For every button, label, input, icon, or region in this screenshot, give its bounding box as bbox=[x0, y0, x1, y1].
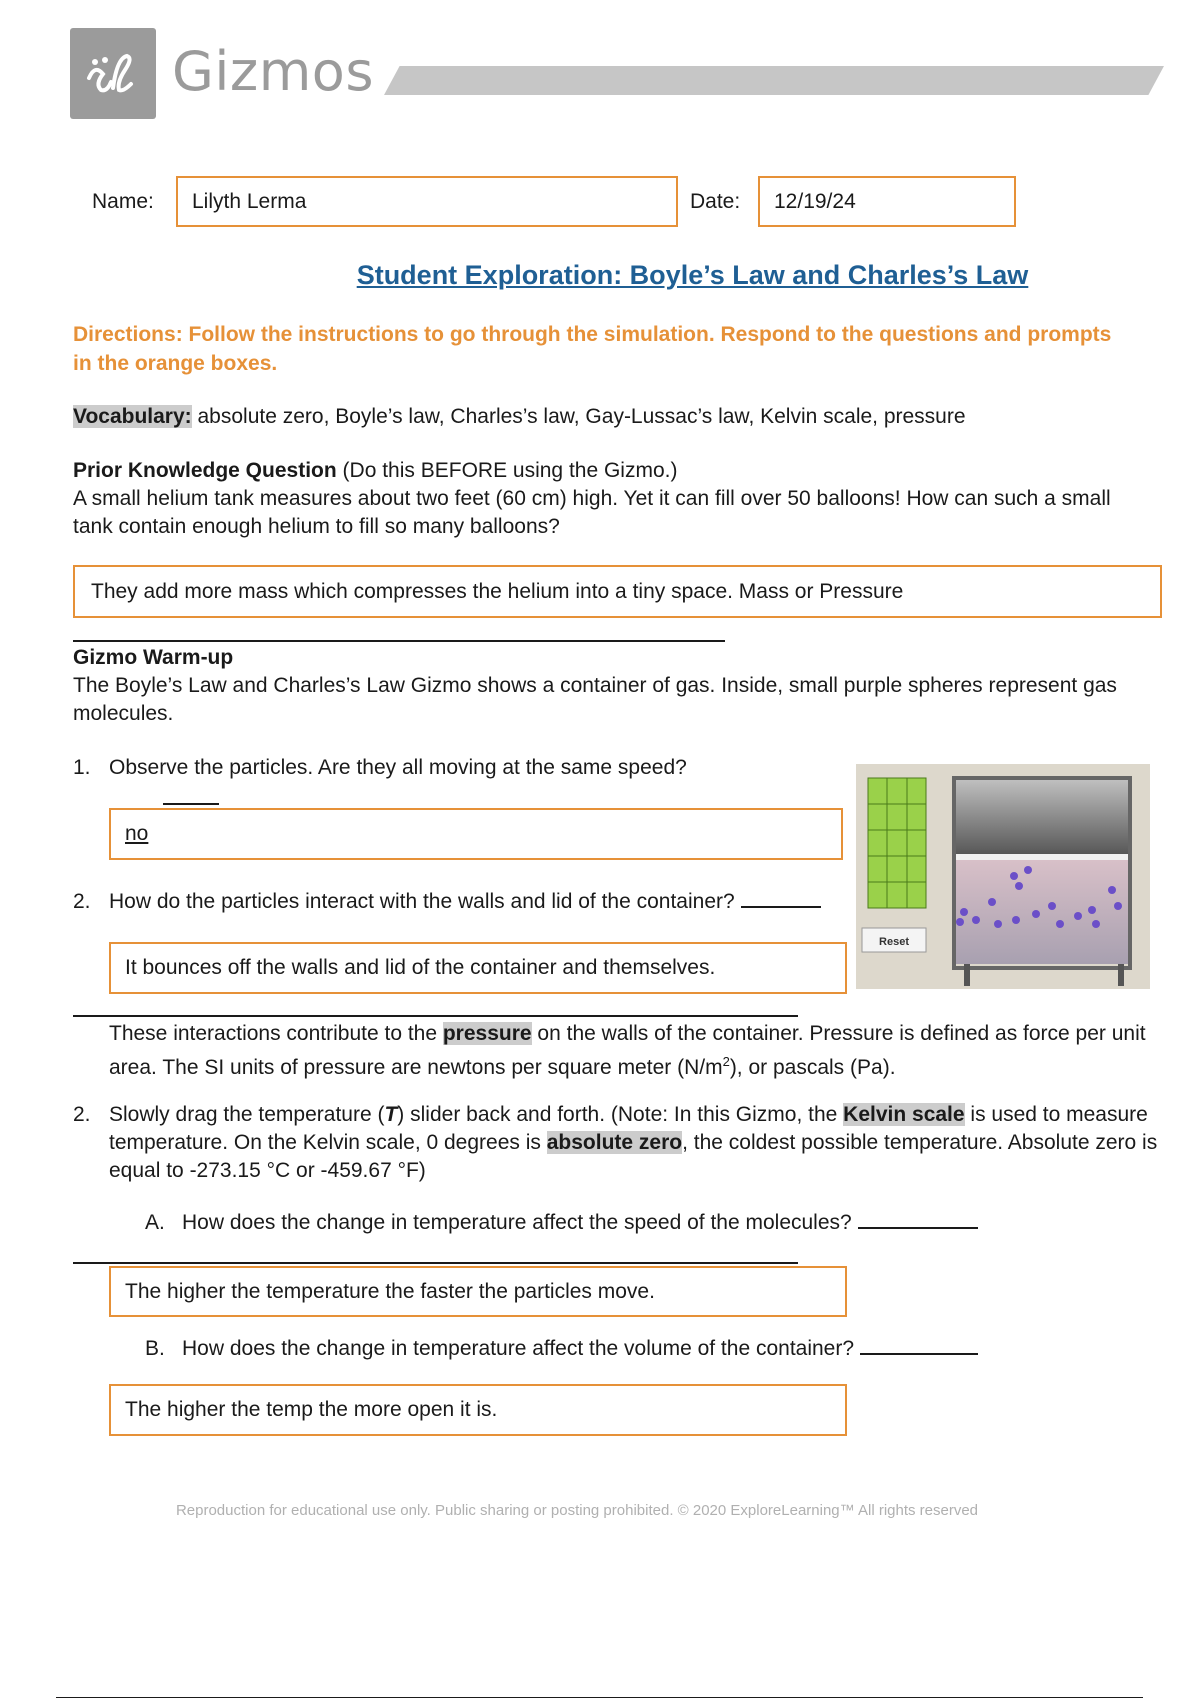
q1-question: Observe the particles. Are they all moving at the same speed? bbox=[109, 756, 687, 779]
vocabulary bbox=[73, 403, 1153, 431]
q1-answer: no bbox=[125, 822, 149, 845]
pressure-paragraph bbox=[109, 1020, 1169, 1082]
qb-blank-line bbox=[860, 1335, 978, 1355]
absolute-zero-term: absolute zero bbox=[546, 1131, 683, 1154]
date-label: Date: bbox=[690, 190, 741, 213]
prior-knowledge-answer: They add more mass which compresses the helium into a tiny space. Mass or Pressure bbox=[91, 579, 904, 603]
warmup-heading: Gizmo Warm-up bbox=[73, 646, 234, 669]
q2-blank-line bbox=[741, 888, 821, 908]
prior-knowledge-answer-box[interactable] bbox=[73, 565, 1162, 618]
qb-question bbox=[182, 1335, 1082, 1363]
qb-label: B. bbox=[145, 1337, 165, 1360]
temp-text-1: Slowly drag the temperature ( bbox=[109, 1103, 385, 1126]
prior-knowledge-note: (Do this BEFORE using the Gizmo.) bbox=[336, 459, 678, 482]
qa-rule bbox=[73, 1262, 798, 1264]
footer-copyright: Reproduction for educational use only. Public sharing or posting prohibited. © 2020 ExploreLearning™ All rights reserved bbox=[175, 1502, 979, 1519]
q2-answer: It bounces off the walls and lid of the container and themselves. bbox=[125, 956, 716, 979]
vocabulary-label: Vocabulary: bbox=[73, 405, 192, 428]
el-logo-glyph-icon bbox=[83, 48, 143, 100]
name-field[interactable] bbox=[176, 176, 678, 227]
temp-text-3: is used to measure temperature. On the Kelvin scale, 0 degrees is bbox=[109, 1103, 1148, 1154]
page-title: Student Exploration: Boyle’s Law and Charles’s Law bbox=[356, 260, 1029, 290]
warmup-intro: The Boyle’s Law and Charles’s Law Gizmo shows a container of gas. Inside, small purple spheres represent gas molecules. bbox=[73, 674, 1117, 725]
q2-answer-box[interactable] bbox=[109, 942, 847, 994]
qa-question-text: How does the change in temperature affect the speed of the molecules? bbox=[182, 1211, 852, 1234]
name-label: Name: bbox=[92, 190, 154, 213]
temperature-instructions bbox=[109, 1101, 1169, 1185]
divider bbox=[73, 640, 725, 642]
qa-question bbox=[182, 1209, 1082, 1237]
gas-container-illustration bbox=[856, 764, 1150, 989]
date-field[interactable] bbox=[758, 176, 1016, 227]
qa-blank-line bbox=[858, 1209, 978, 1229]
q1-blank-line bbox=[163, 803, 219, 805]
q2-rule bbox=[73, 1015, 798, 1017]
temp-symbol: T bbox=[384, 1103, 398, 1126]
pressure-term: pressure bbox=[442, 1022, 532, 1045]
prior-knowledge-question: A small helium tank measures about two feet (60 cm) high. Yet it can fill over 50 balloons! How can such a small tank contain enough helium to fill so many balloons? bbox=[73, 487, 1111, 538]
gizmos-logo-text: Gizmos bbox=[172, 40, 374, 103]
directions: Directions: Follow the instructions to go through the simulation. Respond to the questions and prompts in the orange boxes. bbox=[73, 323, 1112, 375]
kelvin-term: Kelvin scale bbox=[843, 1103, 965, 1126]
page-bottom-rule bbox=[56, 1697, 1143, 1698]
q2-question-text: How do the particles interact with the walls and lid of the container? bbox=[109, 890, 735, 913]
qb-question-text: How does the change in temperature affect the volume of the container? bbox=[182, 1337, 855, 1360]
date-value: 12/19/24 bbox=[774, 189, 856, 213]
prior-knowledge-heading: Prior Knowledge Question bbox=[73, 459, 337, 482]
prior-knowledge-section bbox=[73, 457, 1153, 541]
q2-question bbox=[109, 888, 869, 916]
qa-label: A. bbox=[145, 1211, 165, 1234]
temp-text-2: ) slider back and forth. (Note: In this Gizmo, the bbox=[397, 1103, 844, 1126]
vocabulary-terms: absolute zero, Boyle’s law, Charles’s law, Gay-Lussac’s law, Kelvin scale, pressure bbox=[197, 405, 966, 428]
header-bar bbox=[384, 66, 1164, 95]
weight-stack-icon bbox=[868, 778, 926, 908]
q2-number: 2. bbox=[73, 890, 91, 913]
q1-answer-box[interactable] bbox=[109, 808, 843, 860]
name-value: Lilyth Lerma bbox=[192, 189, 307, 213]
warmup-section bbox=[73, 644, 1153, 728]
qb-answer: The higher the temp the more open it is. bbox=[125, 1398, 498, 1421]
pressure-text-1: These interactions contribute to the bbox=[109, 1022, 443, 1045]
explorelearning-logo-icon bbox=[70, 28, 156, 119]
pressure-text-2: on the walls of the container. Pressure is defined as force per unit area. The SI units of pressure are newtons per square meter (N/m bbox=[109, 1022, 1146, 1079]
qb-answer-box[interactable] bbox=[109, 1384, 847, 1436]
temp-text-4: , the coldest possible temperature. Absolute zero is equal to -273.15 °C or -459.67 °F) bbox=[109, 1131, 1158, 1182]
qa-answer: The higher the temperature the faster the particles move. bbox=[125, 1279, 655, 1303]
q1-number: 1. bbox=[73, 756, 91, 779]
pressure-text-3: ), or pascals (Pa). bbox=[729, 1056, 896, 1079]
temperature-number: 2. bbox=[73, 1103, 91, 1126]
qa-answer-box[interactable] bbox=[109, 1266, 847, 1317]
gizmo-simulation-image bbox=[856, 764, 1150, 989]
reset-button-label: Reset bbox=[879, 936, 909, 948]
pressure-superscript: 2 bbox=[722, 1054, 730, 1069]
